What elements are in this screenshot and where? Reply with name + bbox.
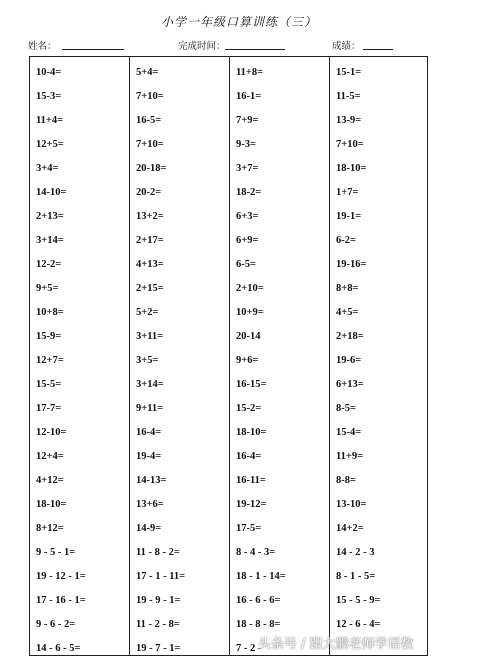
problem-cell: 15-5= — [36, 379, 62, 390]
problem-cell: 14 - 2 - 3 — [336, 547, 375, 558]
problem-cell: 1+7= — [336, 187, 359, 198]
problem-cell: 15-9= — [36, 331, 62, 342]
problem-cell: 13+2= — [136, 211, 164, 222]
problem-cell: 6+9= — [236, 235, 259, 246]
problem-cell: 13-9= — [336, 115, 362, 126]
problem-cell: 3+14= — [36, 235, 64, 246]
problem-cell: 19-4= — [136, 451, 162, 462]
problem-cell: 12-2= — [36, 259, 62, 270]
problem-cell: 9+11= — [136, 403, 164, 414]
problem-cell: 15-1= — [336, 67, 362, 78]
problem-cell: 16-1= — [236, 91, 262, 102]
problem-cell: 18 - 1 - 14= — [236, 571, 286, 582]
problem-cell: 17 - 16 - 1= — [36, 595, 86, 606]
watermark: 头条号 / 跟大鹏老师学语数 — [258, 637, 414, 652]
problem-cell: 19-6= — [336, 355, 362, 366]
column-divider — [129, 57, 130, 655]
problem-cell: 11+8= — [236, 67, 264, 78]
problem-cell: 10+9= — [236, 307, 264, 318]
problem-cell: 9+6= — [236, 355, 259, 366]
problem-cell: 14-13= — [136, 475, 167, 486]
problem-cell: 7+9= — [236, 115, 259, 126]
problem-cell: 12+7= — [36, 355, 64, 366]
problem-cell: 11-5= — [336, 91, 361, 102]
problem-cell: 18-10= — [236, 427, 267, 438]
problem-cell: 14 - 6 - 5= — [36, 643, 81, 654]
problem-cell: 2+17= — [136, 235, 164, 246]
page-title: 小学一年级口算训练（三） — [160, 15, 317, 29]
time-blank — [225, 49, 285, 50]
problem-cell: 20-18= — [136, 163, 167, 174]
column-divider — [229, 57, 230, 655]
problem-cell: 11+9= — [336, 451, 364, 462]
problem-cell: 4+13= — [136, 259, 164, 270]
problem-cell: 2+18= — [336, 331, 364, 342]
problem-cell: 3+14= — [136, 379, 164, 390]
name-label: 姓名： — [28, 41, 57, 52]
problem-cell: 6+13= — [336, 379, 364, 390]
time-label: 完成时间： — [178, 41, 226, 52]
problem-cell: 17 - 1 - 11= — [136, 571, 186, 582]
problem-cell: 11+4= — [36, 115, 64, 126]
problem-cell: 7+10= — [336, 139, 364, 150]
problem-cell: 15 - 5 - 9= — [336, 595, 381, 606]
problem-cell: 18-10= — [336, 163, 367, 174]
problem-cell: 10-4= — [36, 67, 62, 78]
problem-cell: 8-5= — [336, 403, 356, 414]
column-divider — [329, 57, 330, 655]
problem-cell: 11 - 2 - 8= — [136, 619, 180, 630]
problem-cell: 4+5= — [336, 307, 359, 318]
problem-cell: 2+13= — [36, 211, 64, 222]
problem-cell: 12+4= — [36, 451, 64, 462]
problem-cell: 6-2= — [336, 235, 356, 246]
problem-cell: 17-7= — [36, 403, 62, 414]
problem-cell: 19-16= — [336, 259, 367, 270]
problem-cell: 18-2= — [236, 187, 262, 198]
problem-cell: 16-15= — [236, 379, 267, 390]
problem-cell: 15-2= — [236, 403, 262, 414]
name-blank — [62, 49, 124, 50]
problem-cell: 2+15= — [136, 283, 164, 294]
score-blank — [363, 49, 393, 50]
problem-cell: 8 - 1 - 5= — [336, 571, 376, 582]
problem-cell: 9-3= — [236, 139, 256, 150]
problem-cell: 3+11= — [136, 331, 164, 342]
info-row — [28, 38, 428, 52]
problem-cell: 6-5= — [236, 259, 256, 270]
problem-grid — [29, 56, 428, 656]
problem-cell: 16-4= — [236, 451, 262, 462]
problem-cell: 8 - 4 - 3= — [236, 547, 276, 558]
problem-cell: 19 - 9 - 1= — [136, 595, 181, 606]
problem-cell: 8-8= — [336, 475, 356, 486]
problem-cell: 17-5= — [236, 523, 262, 534]
problem-cell: 7+10= — [136, 91, 164, 102]
problem-cell: 19 - 12 - 1= — [36, 571, 86, 582]
problem-cell: 7+10= — [136, 139, 164, 150]
problem-cell: 5+4= — [136, 67, 159, 78]
problem-cell: 9 - 5 - 1= — [36, 547, 76, 558]
problem-cell: 14+2= — [336, 523, 364, 534]
problem-cell: 7 - 2 - — [236, 643, 262, 654]
problem-cell: 3+7= — [236, 163, 259, 174]
problem-cell: 18 - 8 - 8= — [236, 619, 281, 630]
problem-cell: 9+5= — [36, 283, 59, 294]
problem-cell: 2+10= — [236, 283, 264, 294]
problem-cell: 16 - 6 - 6= — [236, 595, 281, 606]
problem-cell: 19 - 7 - 1= — [136, 643, 181, 654]
problem-cell: 20-14 — [236, 331, 261, 342]
problem-cell: 16-5= — [136, 115, 162, 126]
problem-cell: 19-12= — [236, 499, 267, 510]
problem-cell: 13+6= — [136, 499, 164, 510]
problem-cell: 15-4= — [336, 427, 362, 438]
problem-cell: 16-11= — [236, 475, 266, 486]
problem-cell: 12-10= — [36, 427, 67, 438]
problem-cell: 14-9= — [136, 523, 162, 534]
problem-cell: 12 - 6 - 4= — [336, 619, 381, 630]
problem-cell: 3+4= — [36, 163, 59, 174]
problem-cell: 8+8= — [336, 283, 359, 294]
problem-cell: 11 - 8 - 2= — [136, 547, 180, 558]
problem-cell: 18-10= — [36, 499, 67, 510]
problem-cell: 16-4= — [136, 427, 162, 438]
problem-cell: 4+12= — [36, 475, 64, 486]
problem-cell: 9 - 6 - 2= — [36, 619, 76, 630]
problem-cell: 13-10= — [336, 499, 367, 510]
problem-cell: 15-3= — [36, 91, 62, 102]
problem-cell: 19-1= — [336, 211, 362, 222]
problem-cell: 8+12= — [36, 523, 64, 534]
problem-cell: 6+3= — [236, 211, 259, 222]
problem-cell: 14-10= — [36, 187, 67, 198]
problem-cell: 3+5= — [136, 355, 159, 366]
problem-cell: 10+8= — [36, 307, 64, 318]
problem-cell: 12+5= — [36, 139, 64, 150]
problem-cell: 5+2= — [136, 307, 159, 318]
score-label: 成绩： — [332, 41, 361, 52]
problem-cell: 20-2= — [136, 187, 162, 198]
